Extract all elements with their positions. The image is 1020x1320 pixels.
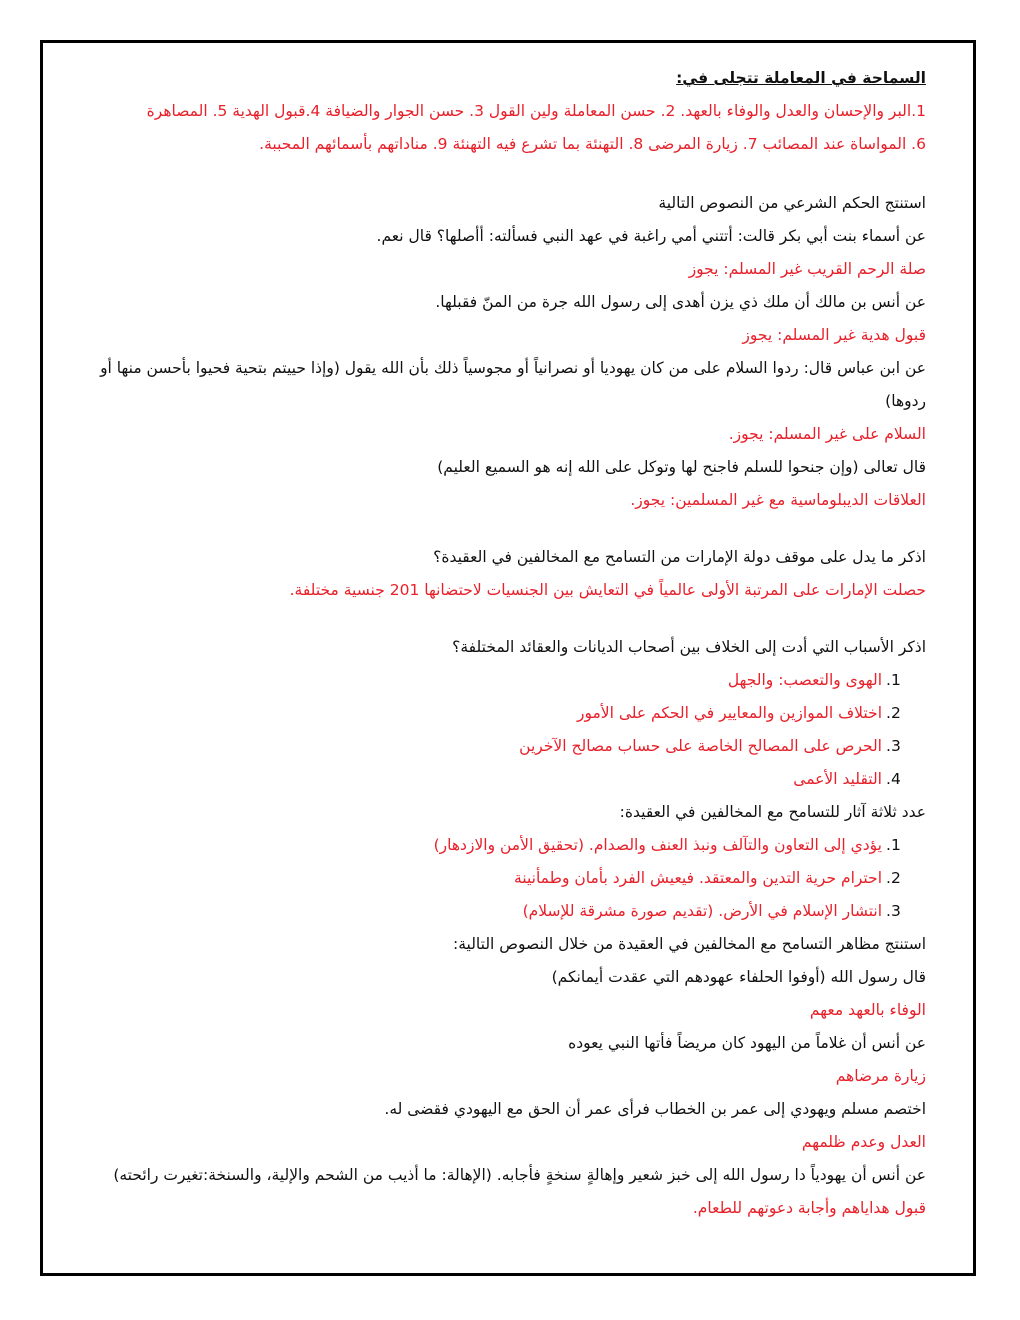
list-number: 2.	[886, 869, 901, 887]
section6-text-4: عن أنس أن يهودياً دا رسول الله إلى خبز شعير وإهالةٍ سنخةٍ فأجابه. (الإهالة: ما أذيب من الشحم والإلية، والسنخة:تغيرت رائحته)	[113, 1166, 926, 1184]
section2-heading: استنتج الحكم الشرعي من النصوص التالية	[658, 194, 926, 212]
section1-heading: السماحة في المعاملة تتجلى في:	[676, 69, 926, 87]
effects-list	[100, 829, 926, 928]
list-number: 4.	[886, 770, 901, 788]
list-number: 3.	[886, 902, 901, 920]
section6-text-3: اختصم مسلم ويهودي إلى عمر بن الخطاب فرأى عمر أن الحق مع اليهودي فقضى له.	[384, 1100, 926, 1118]
section5-question: عدد ثلاثة آثار للتسامح مع المخالفين في العقيدة:	[619, 803, 926, 821]
section2-text-1: عن أسماء بنت أبي بكر قالت: أتتني أمي راغبة في عهد النبي فسألته: أأصلها؟ قال نعم.	[376, 227, 926, 245]
list-number: 3.	[886, 737, 901, 755]
section6-text-2: عن أنس أن غلاماً من اليهود كان مريضاً فأتها النبي يعوده	[568, 1034, 926, 1052]
section6-text-1: قال رسول الله (أوفوا الحلفاء عهودهم التي عقدت أيمانكم)	[551, 968, 926, 986]
section2-answer-2: قبول هدية غير المسلم: يجوز	[742, 326, 926, 344]
list-number: 1.	[886, 836, 901, 854]
list-text: اختلاف الموازين والمعايير في الحكم على الأمور	[576, 704, 882, 722]
section6-answer-2: زيارة مرضاهم	[835, 1067, 926, 1085]
section2-text-2: عن أنس بن مالك أن ملك ذي يزن أهدى إلى رسول الله جرة من المنّ فقبلها.	[435, 293, 926, 311]
section6-answer-4: قبول هداياهم وأجابة دعوتهم للطعام.	[692, 1199, 926, 1217]
section2-answer-4: العلاقات الديبلوماسية مع غير المسلمين: يجوز.	[630, 491, 926, 509]
list-item	[100, 664, 926, 697]
list-item	[100, 730, 926, 763]
section2-text-3: عن ابن عباس قال: ردوا السلام على من كان يهوديا أو نصرانياً أو مجوسياً ذلك بأن الله يقول (وإذا حييتم بتحية فحيوا بأحسن منها أو ردوها)	[100, 359, 926, 410]
list-text: الهوى والتعصب: والجهل	[727, 671, 882, 689]
list-number: 1.	[886, 671, 901, 689]
section2-answer-3: السلام على غير المسلم: يجوز.	[728, 425, 926, 443]
list-item	[100, 763, 926, 796]
section3-question: اذكر ما يدل على موقف دولة الإمارات من التسامح مع المخالفين في العقيدة؟	[433, 548, 926, 566]
list-item	[100, 895, 926, 928]
causes-list	[100, 664, 926, 796]
section1-line2: 6. المواساة عند المصائب 7. زيارة المرضى 8. التهنئة بما تشرع فيه التهنئة 9. مناداتهم بأسمائهم المحببة.	[259, 135, 926, 153]
section3-answer: حصلت الإمارات على المرتبة الأولى عالمياً في التعايش بين الجنسيات لاحتضانها 201 جنسية مختلفة.	[289, 581, 926, 599]
section6-heading: استنتج مظاهر التسامح مع المخالفين في العقيدة من خلال النصوص التالية:	[453, 935, 926, 953]
section2-text-4: قال تعالى (وإن جنحوا للسلم فاجنح لها وتوكل على الله إنه هو السميع العليم)	[437, 458, 926, 476]
list-item	[100, 697, 926, 730]
section1-line1: 1.البر والإحسان والعدل والوفاء بالعهد. 2. حسن المعاملة ولين القول 3. حسن الجوار والضيافة 4.قبول الهدية 5. المصاهرة	[146, 102, 926, 120]
list-text: انتشار الإسلام في الأرض. (تقديم صورة مشرقة للإسلام)	[522, 902, 882, 920]
list-text: التقليد الأعمى	[793, 770, 882, 788]
list-item	[100, 862, 926, 895]
list-item	[100, 829, 926, 862]
list-text: الحرص على المصالح الخاصة على حساب مصالح الآخرين	[519, 737, 882, 755]
list-text: يؤدي إلى التعاون والتآلف ونبذ العنف والصدام. (تحقيق الأمن والازدهار)	[433, 836, 882, 854]
section4-question: اذكر الأسباب التي أدت إلى الخلاف بين أصحاب الديانات والعقائد المختلفة؟	[452, 638, 926, 656]
section2-answer-1: صلة الرحم القريب غير المسلم: يجوز	[688, 260, 926, 278]
section6-answer-1: الوفاء بالعهد معهم	[809, 1001, 926, 1019]
section6-answer-3: العدل وعدم ظلمهم	[801, 1133, 926, 1151]
list-text: احترام حرية التدين والمعتقد. فيعيش الفرد بأمان وطمأنينة	[513, 869, 882, 887]
list-number: 2.	[886, 704, 901, 722]
worksheet	[100, 62, 926, 1225]
